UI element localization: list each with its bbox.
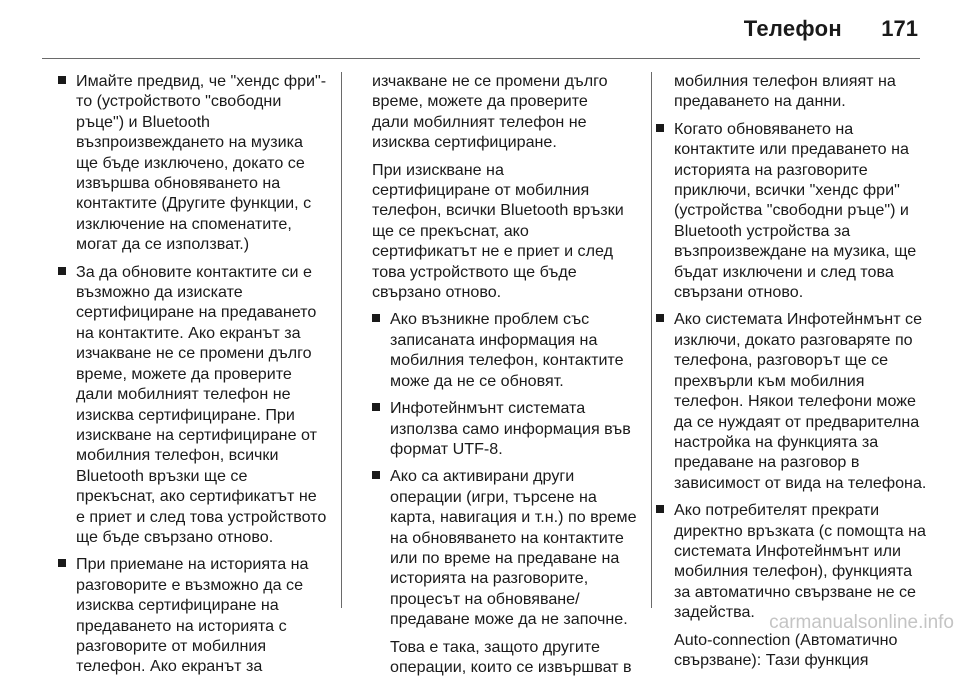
text-line: Bluetooth връзки ще се: [76, 466, 248, 485]
bullet-square-icon: [372, 403, 380, 411]
bullet-item: [372, 309, 648, 391]
text-line: разговорите е възможно да се: [76, 575, 304, 594]
bullet-item: [656, 309, 927, 493]
text-line: Auto-connection (Автоматично: [674, 630, 898, 649]
text-line: системата Инфотейнмънт или: [674, 541, 902, 560]
text-line: ще бъде свързано отново.: [76, 527, 274, 546]
bullet-square-icon: [656, 505, 664, 513]
text-line: възможно да изискате: [76, 283, 243, 302]
page-header: [0, 0, 960, 58]
text-line: извършва обновяването на: [76, 174, 281, 193]
text-line: карта, навигация и т.н.) по време: [390, 508, 637, 527]
text-line: предаването на историята с: [76, 616, 287, 635]
text-line: свързано отново.: [372, 283, 502, 302]
text-line: За да обновите контактите си е: [76, 262, 312, 281]
text-line: могат да се използват.): [76, 235, 250, 254]
bullet-square-icon: [656, 124, 664, 132]
text-line: дали мобилният телефон не: [372, 112, 587, 131]
text-column-1: [58, 71, 334, 684]
text-line: мобилния телефон, всички: [76, 446, 279, 465]
text-line: (устройства "свободни ръце") и: [674, 201, 909, 220]
text-line: задейства.: [674, 603, 755, 622]
text-line: операции (игри, търсене на: [390, 487, 597, 506]
column-divider: [651, 72, 652, 608]
bullet-square-icon: [656, 314, 664, 322]
text-line: предаване на разговор в: [674, 453, 860, 472]
text-line: изключение на споменатите,: [76, 214, 292, 233]
text-line: приключи, всички "хендс фри": [674, 181, 900, 200]
text-line: Когато обновяването на: [674, 119, 854, 138]
text-line: историята на разговорите: [674, 160, 868, 179]
text-line: мобилния телефон влияят на: [674, 72, 896, 90]
text-line: време, можете да проверите: [76, 364, 292, 383]
text-line: използва само информация във: [390, 419, 631, 438]
text-line: това устройството ще бъде: [372, 262, 577, 281]
text-line: телефон, всички Bluetooth връзки: [372, 201, 624, 220]
text-line: Инфотейнмънт системата: [390, 399, 586, 418]
bullet-item: [58, 262, 334, 548]
text-line: може да не се обновят.: [390, 371, 564, 390]
text-line: операции, които се извършват в: [390, 657, 632, 676]
page-number: 171: [881, 16, 918, 41]
bullet-item: [58, 71, 334, 255]
column-divider: [341, 72, 342, 608]
paragraph: [656, 71, 922, 112]
text-line: мобилния телефон), функцията: [674, 562, 913, 581]
text-line: за автоматично свързване не се: [674, 582, 917, 601]
text-line: то (устройството "свободни: [76, 92, 282, 111]
text-line: Ако възникне проблем със: [390, 310, 590, 329]
text-line: Ако потребителят прекрати: [674, 501, 880, 520]
bullet-square-icon: [372, 314, 380, 322]
text-line: е приет и след това устройството: [76, 507, 327, 526]
text-line: мобилния телефон, контактите: [390, 351, 624, 370]
watermark: carmanualsonline.info: [769, 612, 954, 633]
text-line: на обновяването на контактите: [390, 528, 624, 547]
text-line: изискване на сертифициране от: [76, 425, 317, 444]
text-line: или по време на предаване на: [390, 548, 620, 567]
text-line: изчакване не се промени дълго: [76, 344, 312, 363]
page-title: Телефон: [743, 16, 842, 41]
text-line: разговорите от мобилния: [76, 636, 267, 655]
text-column-3: [656, 71, 927, 677]
text-line: сертифициране на предаването: [76, 303, 317, 322]
text-line: време, можете да проверите: [372, 92, 588, 111]
text-line: директно връзката (с помощта на: [674, 521, 926, 540]
text-line: сертифициране от мобилния: [372, 181, 590, 200]
text-line: Ако са активирани други: [390, 467, 575, 486]
text-line: предаване може да не започне.: [390, 610, 628, 629]
bullet-square-icon: [58, 559, 66, 567]
bullet-item: [656, 500, 926, 622]
text-line: възпроизвеждането на музика: [76, 133, 303, 152]
text-line: формат UTF-8.: [390, 439, 503, 458]
text-line: ще бъде изключено, докато се: [76, 153, 305, 172]
bullet-item: [372, 398, 648, 459]
text-line: изисква сертифициране. При: [76, 405, 295, 424]
paragraph: [656, 630, 922, 671]
text-line: прекъснат, ако сертификатът не: [76, 487, 317, 506]
text-line: предаването на данни.: [674, 92, 846, 111]
text-line: изисква сертифициране.: [372, 133, 557, 152]
text-line: записаната информация на: [390, 330, 598, 349]
text-line: възпроизвеждане на музика, ще: [674, 242, 917, 261]
text-line: свързани отново.: [674, 283, 804, 302]
text-line: дали мобилният телефон не: [76, 385, 291, 404]
bullet-item: [656, 119, 922, 303]
bullet-square-icon: [58, 267, 66, 275]
text-line: При изискване на: [372, 160, 504, 179]
text-line: телефон. Някои телефони може: [674, 392, 916, 411]
text-line: настройка на функцията за: [674, 432, 879, 451]
bullet-square-icon: [372, 471, 380, 479]
text-line: свързване): Тази функция: [674, 650, 869, 669]
paragraph: [372, 637, 648, 678]
text-column-2: [372, 71, 648, 684]
bullet-item: [58, 554, 334, 676]
text-line: зависимост от вида на телефона.: [674, 473, 927, 492]
text-line: контактите или предаването на: [674, 140, 909, 159]
text-line: процесът на обновяване/: [390, 589, 580, 608]
text-line: изисква сертифициране на: [76, 596, 279, 615]
text-line: да се нуждаят от предварителна: [674, 412, 920, 431]
text-line: ръце") и Bluetooth: [76, 112, 211, 131]
paragraph: [372, 160, 648, 303]
text-line: сертификатът не е приет и след: [372, 242, 613, 261]
text-line: Ако системата Инфотейнмънт се: [674, 310, 923, 329]
text-line: изключи, докато разговаряте по: [674, 330, 913, 349]
text-line: Bluetooth устройства за: [674, 221, 851, 240]
bullet-item: [372, 466, 648, 629]
text-line: телефон. Ако екранът за: [76, 657, 263, 676]
text-line: телефона, разговорът ще се: [674, 351, 889, 370]
text-line: Имайте предвид, че "хендс фри"-: [76, 72, 327, 90]
text-line: на контактите. Ако екранът за: [76, 323, 301, 342]
text-line: контактите (Другите функции, с: [76, 194, 312, 213]
bullet-square-icon: [58, 76, 66, 84]
text-line: изчакване не се промени дълго: [372, 72, 608, 90]
text-line: прехвърли към мобилния: [674, 371, 865, 390]
text-line: бъдат изключени и след това: [674, 262, 894, 281]
text-line: При приемане на историята на: [76, 555, 309, 574]
text-line: историята на разговорите,: [390, 569, 589, 588]
text-line: Това е така, защото другите: [390, 637, 600, 656]
text-line: ще се прекъснат, ако: [372, 221, 529, 240]
header-rule: [42, 58, 920, 59]
paragraph: [372, 71, 648, 153]
